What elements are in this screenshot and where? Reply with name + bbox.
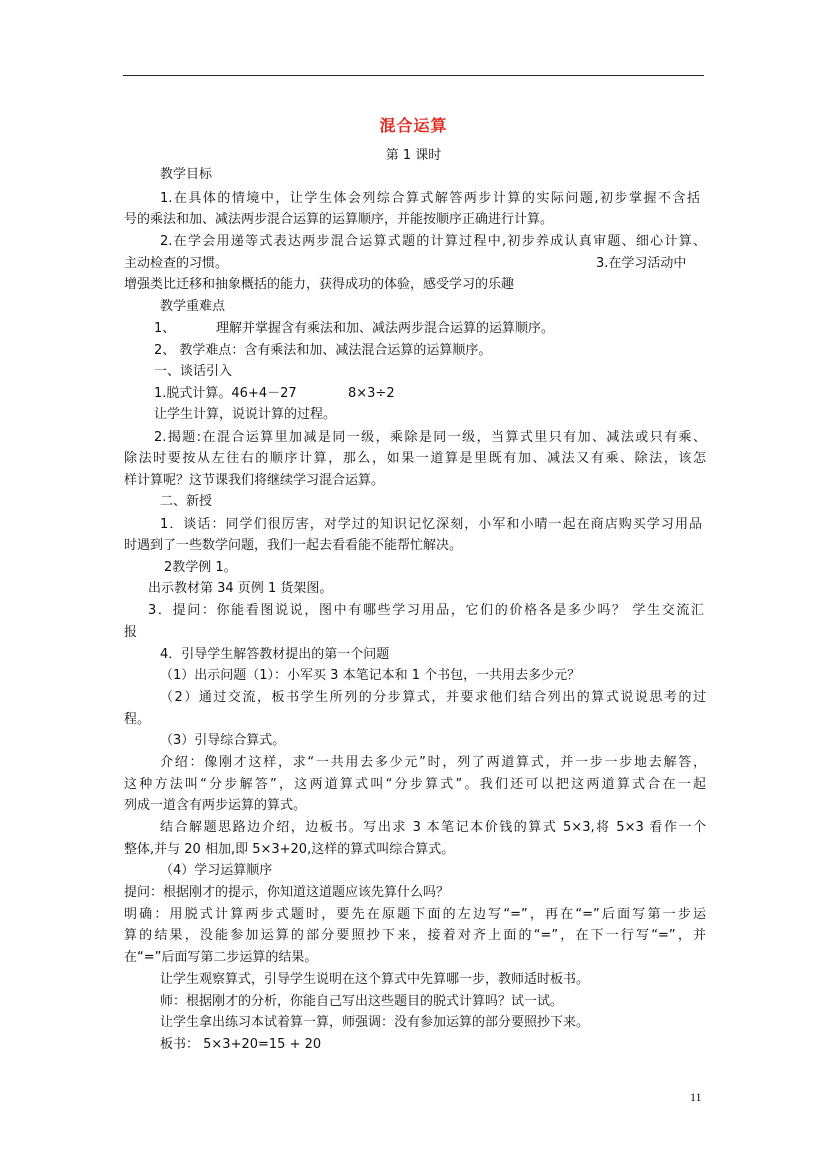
text-line: 师：根据刚才的分析，你能自己写出这些题目的脱式计算吗？试一试。 [160,994,564,1009]
text-line: 出示教材第 34 页例 1 货架图。 [148,581,333,596]
lesson-subtitle: 第 1 课时 [385,148,442,163]
text-line: 介绍：像刚才这样，求“一共用去多少元”时，列了两道算式，并一步一步地去解答， [160,755,706,770]
text-line: 4．引导学生解答教材提出的第一个问题 [160,647,390,662]
text-line: （1）出示问题（1）：小军买 3 本笔记本和 1 个书包，一共用去多少元？ [160,668,581,683]
text-line: 列成一道含有两步运算的算式。 [124,798,307,813]
text-line: 报 [124,625,138,640]
text-line: （4）学习运算顺序 [160,863,273,878]
text-line: 2、 教学难点：含有乘法和加、减法混合运算的运算顺序。 [154,343,492,358]
text-line: 让学生计算，说说计算的过程。 [154,407,337,422]
text-line: 整体,并与 20 相加,即 5×3+20,这样的算式叫综合算式。 [124,842,455,857]
text-line: 3．提问：你能看图说说，图中有哪些学习用品，它们的价格各是多少吗？ 学生交流汇 [148,603,704,618]
text-line: 一、谈话引入 [154,364,233,379]
text-line: 让学生观察算式，引导学生说明在这个算式中先算哪一步，教师适时板书。 [160,972,590,987]
text-line: 增强类比迁移和抽象概括的能力，获得成功的体验，感受学习的乐趣 [124,277,515,292]
text-line: 时遇到了一些数学问题，我们一起去看看能不能帮忙解决。 [124,538,463,553]
text-line: 二、新授 [160,494,213,509]
text-line: 8×3÷2 [348,386,395,401]
text-line: 2.揭题:在混合运算里加减是同一级，乘除是同一级，当算式里只有加、减法或只有乘、 [154,430,706,445]
text-line: 提问：根据刚才的提示，你知道这道题应该先算什么吗？ [124,885,450,900]
document-title: 混合运算 [379,116,448,135]
text-line: 算的结果，没能参加运算的部分要照抄下来，接着对齐上面的“=”，在下一行写“=”，并 [124,928,706,943]
text-line: 教学重难点 [160,299,226,314]
text-line: 让学生拿出练习本试着算一算，师强调：没有参加运算的部分要照抄下来。 [160,1015,590,1030]
text-line: 2.在学会用递等式表达两步混合运算式题的计算过程中,初步养成认真审题、细心计算、 [160,234,706,249]
header-rule [123,75,704,76]
page-number: 11 [690,1090,702,1104]
text-line: 样计算呢？这节课我们将继续学习混合运算。 [124,473,385,488]
text-line: 除法时要按从左往右的顺序计算，那么，如果一道算是里既有加、减法又有乘、除法，该怎 [124,451,706,466]
text-line: 2教学例 1。 [164,560,237,575]
text-line: 程。 [124,712,151,727]
text-line: 1.脱式计算。46+4－27 [154,386,297,401]
text-line: 号的乘法和加、减法两步混合运算的运算顺序，并能按顺序正确进行计算。 [124,212,554,227]
text-line: 这种方法叫“分步解答”，这两道算式叫“分步算式”。我们还可以把这两道算式合在一起 [124,777,706,792]
text-line: 明确：用脱式计算两步式题时，要先在原题下面的左边写“=”，再在“=”后面写第一步运 [124,907,706,922]
text-line: 板书： 5×3+20=15 + 20 [160,1037,322,1052]
text-line: 理解并掌握含有乘法和加、减法两步混合运算的运算顺序。 [216,321,555,336]
text-line: 1．谈话：同学们很厉害，对学过的知识记忆深刻，小军和小晴一起在商店购买学习用品 [160,517,702,532]
text-line: 主动检查的习惯。 [124,256,229,271]
text-line: 1.在具体的情境中，让学生体会列综合算式解答两步计算的实际问题,初步掌握不含括 [160,191,700,206]
text-line: 结合解题思路边介绍，边板书。写出求 3 本笔记本价钱的算式 5×3,将 5×3 看作一个 [160,820,706,835]
text-line: 在“=”后面写第二步运算的结果。 [124,950,318,965]
text-line: 3.在学习活动中 [596,256,687,271]
text-line: （2）通过交流，板书学生所列的分步算式，并要求他们结合列出的算式说说思考的过 [160,690,706,705]
text-line: 1、 [154,321,176,336]
text-line: 教学目标 [160,167,213,182]
text-line: （3）引导综合算式。 [160,733,286,748]
